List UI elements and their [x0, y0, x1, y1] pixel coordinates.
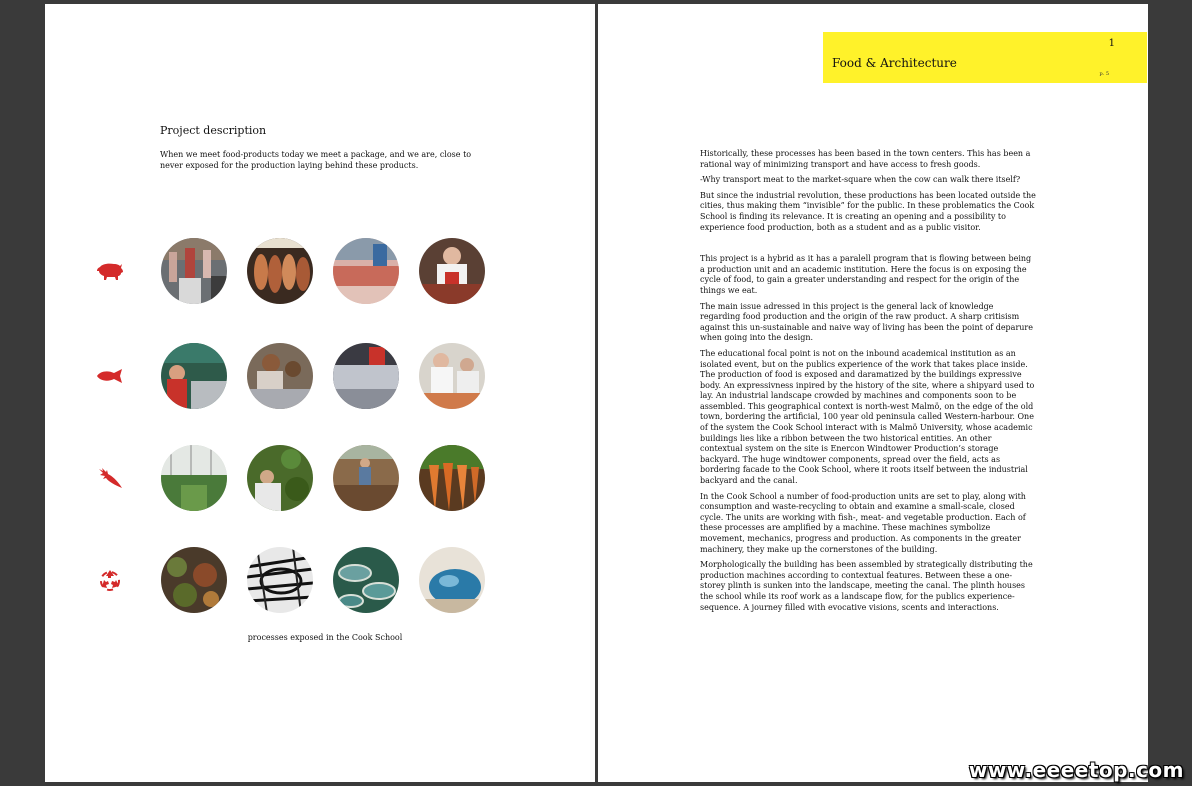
- intro-paragraph: When we meet food-products today we meet a package, and we are, close to never exposed for the production laying behind these products.: [160, 150, 472, 170]
- right-page: [598, 4, 1148, 782]
- meat-counter-photo: [333, 238, 399, 304]
- fish-gutting-photo: [247, 343, 313, 409]
- paragraph: -Why transport meat to the market-square when the cow can walk there itself?: [700, 175, 1021, 185]
- water-tanks-photo: [333, 547, 399, 613]
- paragraph: The main issue adressed in this project is the general lack of knowledge regarding food production and the origin of the raw product. A sharp critisism against this un-sustainable and naive way of living has been the point of deparure when going into the design.: [700, 301, 1033, 343]
- grid-caption: processes exposed in the Cook School: [247, 633, 403, 642]
- recycle-row: [95, 547, 515, 613]
- fish-cooks-photo: [419, 343, 485, 409]
- fish-icon: [95, 363, 125, 389]
- paragraph: But since the industrial revolution, these productions has been located outside the cities, thus making them “invisible” for the public. In these problematics the Cook School is finding its relevance. It is creating an opening and a possibility to experience food production, both as a student and as a public visitor.: [700, 190, 1036, 232]
- blue-tank-photo: [419, 547, 485, 613]
- header-band: [823, 32, 1147, 83]
- left-page: [45, 4, 595, 782]
- butcher-photo: [419, 238, 485, 304]
- header-title: Food & Architecture: [832, 56, 957, 70]
- carrots-photo: [419, 445, 485, 511]
- chapter-number: 1: [1108, 38, 1115, 49]
- gardener-photo: [247, 445, 313, 511]
- page-title: Project description: [160, 124, 267, 137]
- hanging-hams-photo: [247, 238, 313, 304]
- paragraph: The educational focal point is not on the inbound academical institution as an isolated event, but on the publics experience of the work that takes place inside. The production of food is exposed and daramatized by the buildings expressive body. An expressivness inpired by the history of the site, where a shipyard used to lay. An industrial landscape crowded by machines and components soon to be assembled. This geographical context is north-west Malmö, on the edge of the old town, bordering the artificial, 100 year old peninsula called Western-harbour. One of the system the Cook School interact with is Malmö University, whose academic buildings lies like a ribbon between the two historical entities. An other contextual system on the site is Enercon Windtower Production’s storage backyard. The huge windtower components, spread over the field, acts as bordering facade to the Cook School, where it roots itself between the industrial backyard and the canal.: [700, 348, 1035, 486]
- paragraph: This project is a hybrid as it has a paralell program that is flowing between being a production unit and an academic institution. Here the focus is on exposing the cycle of food, to gain a greater understanding and respect for the origin of the things we eat.: [700, 254, 1032, 295]
- fish-seller-photo: [161, 343, 227, 409]
- body-text: [700, 149, 1036, 618]
- recycle-icon: [95, 567, 125, 593]
- meat-market-photo: [161, 238, 227, 304]
- sketch-photo: [247, 547, 313, 613]
- pig-icon: [95, 258, 125, 284]
- field-worker-photo: [333, 445, 399, 511]
- compost-photo: [161, 547, 227, 613]
- watermark: www.eeeetop.com: [968, 758, 1184, 782]
- fish-row: [95, 343, 515, 409]
- carrot-icon: [95, 465, 125, 491]
- paragraph: Morphologically the building has been assembled by strategically distributing the production machines according to contextual features. Between these a one-storey plinth is sunken into the landscape, meeting the canal. The plinth houses the school while its roof work as a landscape flow, for the publics experience-sequence. A journey filled with evocative visions, scents and interactions.: [700, 560, 1033, 612]
- greenhouse-photo: [161, 445, 227, 511]
- page-number: p. 5: [1099, 71, 1109, 77]
- vegetable-row: [95, 445, 515, 511]
- meat-row: [95, 238, 515, 304]
- paragraph: Historically, these processes has been based in the town centers. This has been a rational way of minimizing transport and have access to fresh goods.: [700, 149, 1031, 169]
- fish-crates-photo: [333, 343, 399, 409]
- paragraph: In the Cook School a number of food-production units are set to play, along with consumption and waste-recycling to obtain and examine a small-scale, closed cycle. The units are working with fish-, meat- and vegetable production. Each of these processes are amplified by a machine. These machines symbolize movement, mechanics, progress and production. As components in the greater machinery, they make up the cornerstones of the building.: [700, 491, 1026, 554]
